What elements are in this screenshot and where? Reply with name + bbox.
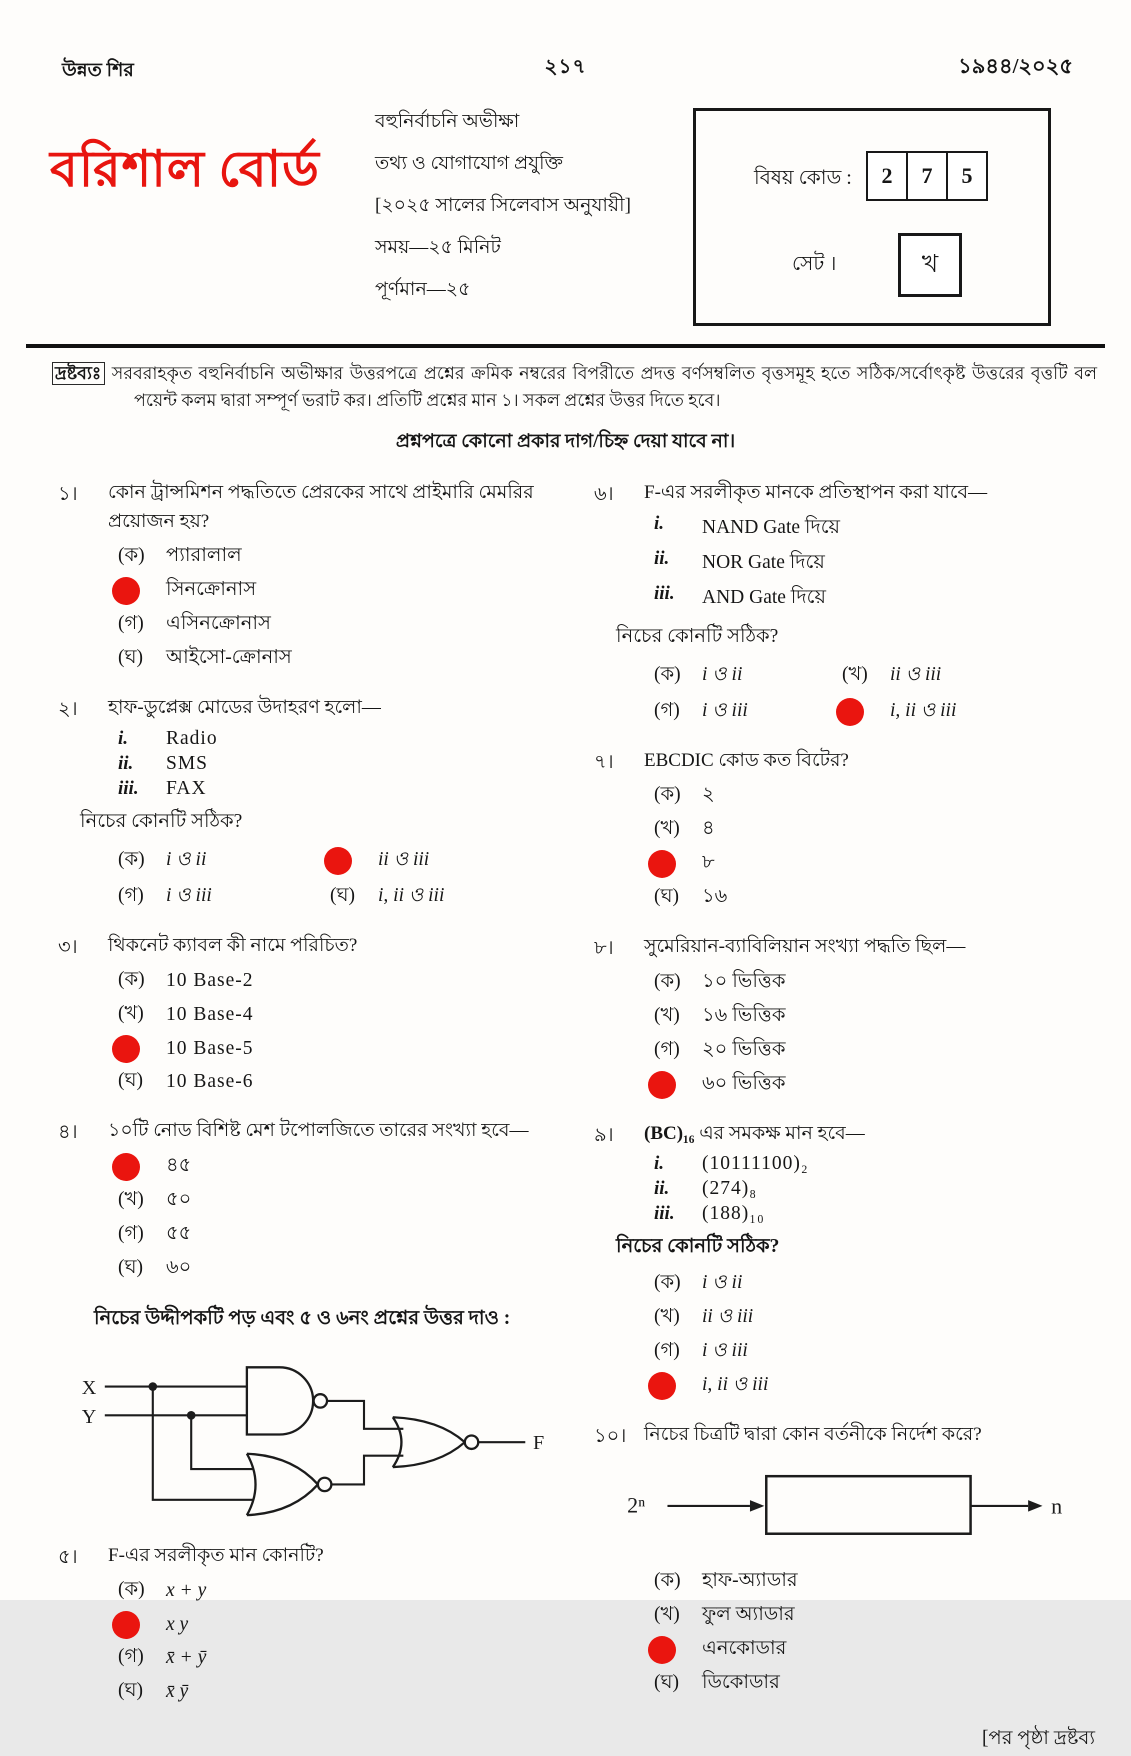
option-label: (ঘ) [654, 886, 680, 908]
option-label: (ঘ) [118, 1680, 144, 1702]
question-text: নিচের চিত্রটি দ্বারা কোন বর্তনীকে নির্দেশ করে? [644, 1424, 982, 1446]
option-label: (ক) [654, 970, 681, 992]
roman-label: ii. [654, 547, 670, 569]
option [654, 696, 842, 728]
option-label: (ক) [654, 1272, 681, 1294]
nor-bubble [318, 1477, 331, 1490]
option-text: ১৬ [702, 886, 728, 908]
syllabus-note: [২০২৫ সালের সিলেবাস অনুযায়ী] [375, 195, 631, 216]
question-text: সুমেরিয়ান-ব্যাবিলিয়ান সংখ্যা পদ্ধতি ছিল— [644, 936, 966, 958]
roman-label: i. [118, 727, 129, 749]
option-text: ১০ ভিত্তিক [702, 970, 786, 992]
option-label: (ঘ) [118, 1256, 144, 1278]
option-text: ৬০ [166, 1256, 192, 1278]
question-number: ৫। [58, 1546, 78, 1568]
option [118, 881, 330, 913]
roman-text: SMS [166, 752, 209, 774]
roman-text: (188)₁₀ [702, 1203, 765, 1225]
option [654, 967, 1099, 999]
option [654, 814, 1099, 846]
option-label: (খ) [842, 663, 868, 685]
option-text: ২ [702, 784, 715, 806]
exam-time: সময়—২৫ মিনিট [375, 237, 501, 258]
option-marked-answer [118, 575, 560, 607]
question-8 [594, 933, 1099, 1103]
exam-info [375, 112, 631, 322]
question-text [644, 1120, 1099, 1149]
diagram-input-label: 2ⁿ [627, 1492, 646, 1518]
option [118, 1575, 560, 1607]
roman-item [118, 728, 560, 750]
roman-text: (10111100)₂ [702, 1153, 809, 1175]
question-3 [58, 932, 560, 1101]
option-text: i ও ii [702, 663, 743, 685]
option [654, 1668, 1099, 1700]
option-text: ৮ [702, 852, 715, 874]
option-label: (ঘ) [330, 884, 356, 906]
question-9 [594, 1120, 1099, 1405]
question-text: F-এর সরলীকৃত মানকে প্রতিস্থাপন করা যাবে— [644, 482, 988, 504]
question-5 [58, 1542, 560, 1711]
option-text: ii ও iii [378, 848, 430, 870]
option-text: ১৬ ভিত্তিক [702, 1004, 786, 1026]
option-marked-answer [842, 696, 1099, 728]
option-text: i, ii ও iii [378, 884, 445, 906]
option-text: i ও iii [702, 1340, 748, 1362]
option [654, 1600, 1099, 1632]
option-text: ii ও iii [890, 663, 942, 685]
subject-code-digits [868, 151, 988, 201]
option-text: i ও ii [166, 848, 207, 870]
roman-text: NOR Gate দিয়ে [702, 551, 825, 573]
question-7 [594, 747, 1099, 917]
option-label: (খ) [118, 1003, 144, 1025]
roman-item [654, 583, 1099, 615]
question-10 [594, 1421, 1099, 1702]
option-text: এসিনক্রোনাস [166, 613, 271, 635]
roman-text: AND Gate দিয়ে [702, 586, 826, 608]
option [118, 1642, 560, 1674]
question-number: ৬। [594, 484, 614, 506]
option [118, 845, 330, 877]
stimulus-instruction: নিচের উদ্দীপকটি পড় এবং ৫ ও ৬নং প্রশ্নের উত্তর দাও : [94, 1307, 511, 1329]
roman-text: NAND Gate দিয়ে [702, 516, 841, 538]
option [654, 882, 1099, 914]
option-label: (গ) [654, 1340, 680, 1362]
question-number: ৪। [58, 1122, 78, 1144]
subject-code-digit: 2 [866, 151, 908, 201]
question-number: ৯। [594, 1124, 614, 1146]
option-marked-answer [654, 1370, 1099, 1402]
sub-question: নিচের কোনটি সঠিক? [616, 625, 779, 647]
arrowhead-icon [750, 1500, 764, 1512]
answer-bubble [648, 1071, 676, 1099]
option-marked-answer [118, 1151, 560, 1183]
option-label: (গ) [118, 884, 144, 906]
option-label: (খ) [654, 1306, 680, 1328]
option-text: 10 Base-6 [166, 1071, 254, 1093]
option [654, 1035, 1099, 1067]
option [654, 1268, 1099, 1300]
option-label: (গ) [654, 1038, 680, 1060]
option [654, 660, 842, 692]
option-text: 10 Base-2 [166, 970, 254, 992]
option-text: ডিকোডার [702, 1671, 780, 1693]
roman-item [654, 1203, 1099, 1225]
encoder-block-diagram [608, 1464, 1099, 1550]
option-marked-answer [118, 1609, 560, 1640]
question-text: কোন ট্রান্সমিশন পদ্ধতিতে প্রেরকের সাথে প্রাইমারি মেমরির প্রয়োজন হয়? [108, 482, 534, 532]
option-text: i ও iii [702, 699, 748, 721]
question-text-rest: এর সমকক্ষ মান হবে— [699, 1122, 865, 1144]
option-label: (গ) [118, 1222, 144, 1244]
answer-bubble [648, 850, 676, 878]
subject-name: তথ্য ও যোগাযোগ প্রযুক্তি [375, 153, 563, 174]
roman-text: FAX [166, 777, 207, 799]
notice-label: দ্রষ্টব্যঃ [52, 362, 105, 385]
option-label: (গ) [654, 699, 680, 721]
circuit-block [766, 1476, 970, 1534]
subject-code-box [693, 108, 1051, 326]
full-marks: পূর্ণমান—২৫ [375, 279, 471, 300]
option [118, 999, 560, 1031]
nand-gate [247, 1367, 313, 1434]
option-text: ২০ ভিত্তিক [702, 1038, 786, 1060]
page-number: ২১৭ [544, 56, 587, 78]
set-label: সেট । [792, 253, 837, 275]
subject-code-label: বিষয় কোড : [754, 167, 852, 189]
option-label: (গ) [118, 613, 144, 635]
diagram-output-label: n [1051, 1493, 1063, 1519]
roman-label: iii. [118, 777, 139, 799]
horizontal-rule [26, 344, 1105, 348]
roman-item [118, 753, 560, 775]
output-nor-bubble [465, 1435, 478, 1448]
roman-item [654, 548, 1099, 580]
option-text: x̄ ȳ [166, 1681, 189, 1703]
hex-code: (BC)₁₆ [644, 1122, 695, 1144]
option-label: (ঘ) [118, 647, 144, 669]
option [654, 1302, 1099, 1334]
option-label: (ক) [118, 545, 145, 567]
header-slogan: উন্নত শির [62, 60, 134, 81]
roman-item [118, 778, 560, 800]
question-number: ১। [58, 484, 78, 506]
circuit-input-x-label: X [81, 1376, 97, 1399]
option-text: সিনক্রোনাস [166, 579, 257, 601]
question-4 [58, 1117, 560, 1287]
option [842, 660, 1099, 692]
option-text: 10 Base-5 [166, 1037, 254, 1059]
option-label: (খ) [654, 1004, 680, 1026]
paper-code: ১৯৪৪/২০২৫ [958, 54, 1073, 78]
question-number: ২। [58, 699, 78, 721]
option [118, 1219, 560, 1251]
option-label: (খ) [654, 818, 680, 840]
option-text: 10 Base-4 [166, 1004, 254, 1026]
question-2 [58, 694, 560, 915]
nor-gate-back [247, 1453, 256, 1514]
option-text: এনকোডার [702, 1637, 787, 1659]
roman-label: iii. [654, 582, 675, 604]
question-1 [58, 479, 560, 677]
option-text: হাফ-অ্যাডার [702, 1569, 798, 1591]
option-label: (খ) [654, 1603, 680, 1625]
option-marked-answer [330, 845, 560, 877]
option-label: (খ) [118, 1188, 144, 1210]
subject-code-digit: 7 [906, 151, 948, 201]
option-text: ৪৫ [166, 1154, 192, 1176]
option-label: (গ) [118, 1646, 144, 1668]
warning-line: প্রশ্নপত্রে কোনো প্রকার দাগ/চিহ্ন দেয়া যাবে না। [395, 431, 736, 453]
roman-label: i. [654, 512, 665, 534]
roman-label: ii. [654, 1178, 670, 1200]
option-label: (ক) [654, 663, 681, 685]
board-name: বরিশাল বোর্ড [50, 141, 320, 197]
option-marked-answer [654, 848, 1099, 880]
right-column [594, 479, 1099, 1756]
question-number: ৩। [58, 936, 78, 958]
option-label: (ঘ) [118, 1070, 144, 1092]
option-text: ফুল অ্যাডার [702, 1603, 795, 1625]
option-text: ৫০ [166, 1188, 192, 1210]
option [654, 1001, 1099, 1033]
answer-bubble [112, 1035, 140, 1063]
answer-bubble [836, 698, 864, 726]
option-text: x̄ + ȳ [166, 1647, 207, 1669]
answer-bubble [648, 1636, 676, 1664]
option-text: ৬০ ভিত্তিক [702, 1072, 786, 1094]
question-text: EBCDIC কোড কত বিটের? [644, 749, 849, 771]
notice-text: সরবরাহকৃত বহুনির্বাচনি অভীক্ষার উত্তরপত্রে প্রশ্নের ক্রমিক নম্বরের বিপরীতে প্রদত্ত বর্ণসম্বলিত বৃত্তসমূহ হতে সঠিক/সর্বোৎকৃষ্ট উত্তরের বৃত্তটি বল পয়েন্ট কলম দ্বারা সম্পূর্ণ ভরাট কর। প্রতিটি প্রশ্নের মান ১। সকল প্রশ্নের উত্তর দিতে হবে। [111, 363, 1098, 411]
option [118, 1066, 560, 1098]
option-text: i, ii ও iii [890, 699, 957, 721]
option-label: (ক) [118, 848, 145, 870]
question-text: F-এর সরলীকৃত মান কোনটি? [108, 1544, 324, 1566]
arrowhead-icon [1028, 1500, 1042, 1512]
option-label: (ক) [118, 969, 145, 991]
option-text: ii ও iii [702, 1306, 754, 1328]
option-text: ৫৫ [166, 1222, 192, 1244]
option [118, 1185, 560, 1217]
answer-bubble [112, 577, 140, 605]
roman-item [654, 1178, 1099, 1200]
roman-label: iii. [654, 1203, 675, 1225]
option-text: প্যারালাল [166, 545, 242, 567]
option [118, 965, 560, 997]
option-text: i, ii ও iii [702, 1374, 769, 1396]
answer-bubble [112, 1611, 140, 1639]
roman-label: ii. [118, 752, 134, 774]
option [330, 881, 560, 913]
question-number: ৮। [594, 938, 614, 960]
set-value-box: খ [898, 233, 962, 297]
option-text: i ও ii [702, 1272, 743, 1294]
option [118, 643, 560, 675]
question-6 [594, 479, 1099, 730]
exam-type: বহুনির্বাচনি অভীক্ষা [375, 111, 520, 132]
roman-item [654, 513, 1099, 545]
question-text: থিকনেট ক্যাবল কী নামে পরিচিত? [108, 934, 358, 956]
answer-bubble [324, 847, 352, 875]
sub-question: নিচের কোনটি সঠিক? [80, 810, 243, 832]
option-text: x + y [166, 1580, 207, 1602]
option [118, 1253, 560, 1285]
roman-item [654, 1153, 1099, 1175]
option [654, 1336, 1099, 1368]
option-label: (ঘ) [654, 1671, 680, 1693]
option-marked-answer [654, 1069, 1099, 1101]
option-marked-answer [654, 1634, 1099, 1666]
option-text: আইসো-ক্রোনাস [166, 647, 292, 669]
left-column [58, 479, 560, 1756]
roman-text: (274)₈ [702, 1178, 758, 1200]
option-text: x y [166, 1613, 189, 1635]
header [0, 0, 1131, 350]
question-text: ১০টি নোড বিশিষ্ট মেশ টপোলজিতে তারের সংখ্যা হবে— [108, 1120, 529, 1142]
circuit-input-y-label: Y [81, 1405, 97, 1428]
nand-bubble [314, 1394, 327, 1407]
option-label: (ক) [654, 1569, 681, 1591]
notice [52, 360, 1097, 414]
option [118, 609, 560, 641]
option [654, 780, 1099, 812]
option [118, 1676, 560, 1708]
roman-text: Radio [166, 727, 218, 749]
option-text: i ও iii [166, 884, 212, 906]
answer-bubble [112, 1153, 140, 1181]
option [118, 541, 560, 573]
answer-bubble [648, 1372, 676, 1400]
option-label: (ক) [654, 784, 681, 806]
option [654, 1566, 1099, 1598]
sub-question: নিচের কোনটি সঠিক? [616, 1236, 780, 1258]
option-label: (ক) [118, 1579, 145, 1601]
subject-code-digit: 5 [946, 151, 988, 201]
roman-label: i. [654, 1153, 665, 1175]
logic-circuit-diagram [76, 1344, 560, 1532]
next-page-note: [পর পৃষ্ঠা দ্রষ্টব্য [982, 1727, 1095, 1749]
question-number: ১০। [594, 1426, 627, 1448]
option-marked-answer [118, 1033, 560, 1064]
output-nor-gate-back [393, 1417, 402, 1467]
question-text: হাফ-ডুপ্লেক্স মোডের উদাহরণ হলো— [108, 697, 381, 719]
circuit-output-f-label: F [532, 1431, 545, 1454]
question-number: ৭। [594, 751, 614, 773]
option-text: ৪ [702, 818, 715, 840]
